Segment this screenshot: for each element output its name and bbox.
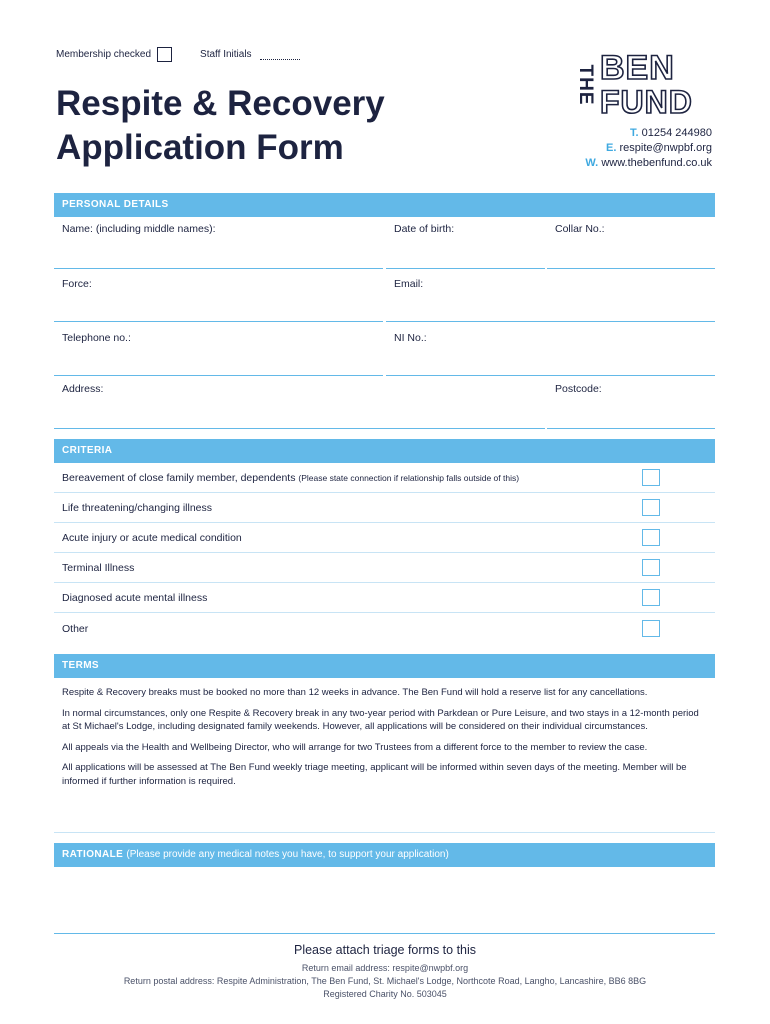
- rationale-input-area[interactable]: [54, 867, 715, 933]
- ben-fund-logo: [574, 50, 706, 120]
- terms-paragraph: All appeals via the Health and Wellbeing Director, who will arrange for two Trustees from a different force to the member to review the case.: [62, 741, 648, 753]
- ni-no-field[interactable]: NI No.:: [386, 326, 715, 376]
- telephone-field[interactable]: Telephone no.:: [54, 326, 383, 376]
- criteria-item: Life threatening/changing illness: [54, 493, 715, 523]
- personal-details-heading: PERSONAL DETAILS: [54, 193, 715, 217]
- title-line-1: Respite & Recovery: [56, 84, 385, 123]
- contact-email: E. respite@nwpbf.org: [606, 142, 712, 154]
- title-line-2: Application Form: [56, 128, 344, 167]
- criteria-item: Bereavement of close family member, dependents (Please state connection if relationship falls outside of this): [54, 463, 715, 493]
- page-title: [56, 82, 385, 170]
- office-use-row: [56, 47, 300, 62]
- criteria-checkbox-mental-illness[interactable]: [642, 589, 660, 606]
- contact-phone: T. 01254 244980: [630, 127, 712, 139]
- dob-field[interactable]: Date of birth:: [386, 217, 545, 269]
- address-field[interactable]: Address:: [54, 377, 545, 429]
- staff-initials-field[interactable]: [260, 50, 300, 60]
- membership-checked-label: Membership checked: [56, 49, 152, 60]
- staff-initials-label: Staff Initials: [200, 49, 252, 60]
- criteria-checkbox-terminal-illness[interactable]: [642, 559, 660, 576]
- footer-charity-number: Registered Charity No. 503045: [323, 989, 447, 999]
- rationale-heading: RATIONALE (Please provide any medical notes you have, to support your application): [54, 843, 715, 867]
- logo-the: THE: [575, 64, 596, 106]
- criteria-checkbox-life-threatening[interactable]: [642, 499, 660, 516]
- name-field[interactable]: Name: (including middle names):: [54, 217, 383, 269]
- collar-no-field[interactable]: Collar No.:: [547, 217, 715, 269]
- criteria-item: Acute injury or acute medical condition: [54, 523, 715, 553]
- logo-fund: FUND: [600, 84, 693, 120]
- terms-paragraph: Respite & Recovery breaks must be booked no more than 12 weeks in advance. The Ben Fund will hold a reserve list for any cancellations.: [62, 687, 648, 698]
- logo-ben: BEN: [600, 49, 675, 87]
- criteria-heading: CRITERIA: [54, 439, 715, 463]
- footer-return-postal: Return postal address: Respite Administration, The Ben Fund, St. Michael's Lodge, Northcote Road, Langho, Lancashire, BB6 8BG: [123, 976, 647, 986]
- criteria-checkbox-other[interactable]: [642, 620, 660, 637]
- criteria-item: Terminal Illness: [54, 553, 715, 583]
- terms-paragraph: All applications will be assessed at The Ben Fund weekly triage meeting, applicant will be informed within seven days of the meeting. Member will be informed if further information is required.: [62, 762, 687, 787]
- membership-checked-checkbox[interactable]: [157, 47, 172, 62]
- postcode-field[interactable]: Postcode:: [547, 377, 715, 429]
- criteria-item: Diagnosed acute mental illness: [54, 583, 715, 613]
- divider: [54, 933, 715, 934]
- criteria-checkbox-bereavement[interactable]: [642, 469, 660, 486]
- terms-paragraph: In normal circumstances, only one Respite & Recovery break in any two-year period with Parkdean or Pure Leisure, and two stays in a 12-month period at St Michael's Lodge, including designated family weekends. However, all applications will be considered on their individual circumstances.: [62, 707, 699, 732]
- footer-attach-note: Please attach triage forms to this: [293, 943, 477, 957]
- contact-details: [585, 126, 712, 171]
- divider: [54, 832, 715, 833]
- force-field[interactable]: Force:: [54, 272, 383, 322]
- terms-body: [62, 686, 702, 795]
- email-field[interactable]: Email:: [386, 272, 715, 322]
- contact-website: W. www.thebenfund.co.uk: [585, 157, 712, 169]
- footer-return-email: Return email address: respite@nwpbf.org: [301, 963, 469, 973]
- criteria-checkbox-acute-injury[interactable]: [642, 529, 660, 546]
- terms-heading: TERMS: [54, 654, 715, 678]
- criteria-item: Other: [54, 614, 715, 644]
